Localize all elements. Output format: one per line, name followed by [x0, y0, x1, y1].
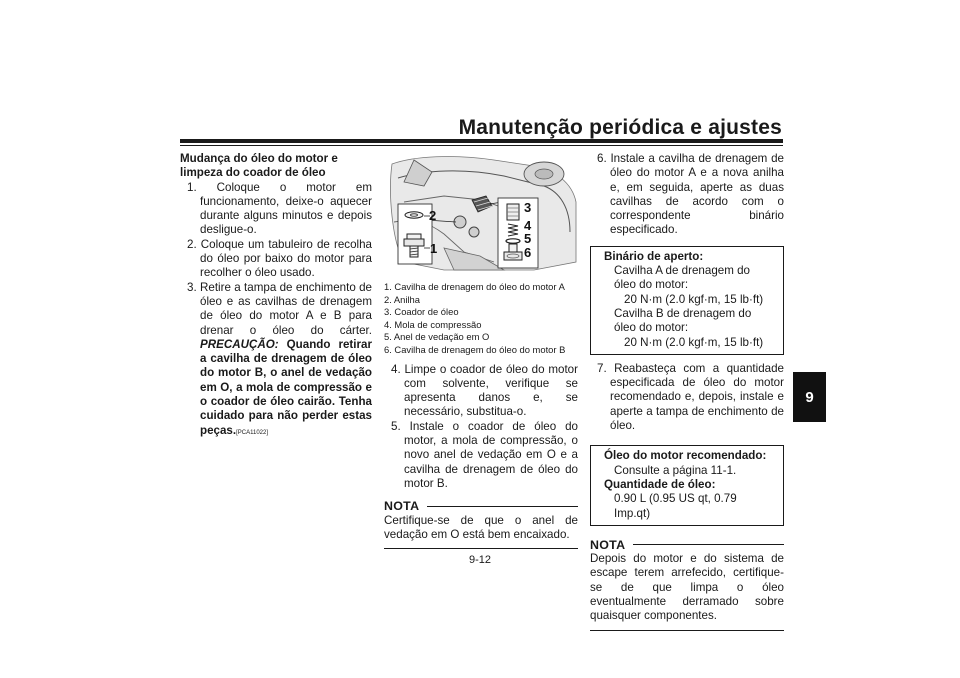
- callout-1: 1: [430, 241, 438, 256]
- callout-5: 5: [524, 231, 532, 246]
- section-heading: Mudança do óleo do motor e limpeza do coador de óleo: [180, 152, 338, 180]
- left-column: [180, 152, 372, 440]
- nota-label-right: NOTA: [590, 537, 626, 552]
- caution-text: Quando retirar a cavilha de drenagem de óleo do motor B, o anel de vedação em O, a mola de compressão e o coador de óleo cairão. Tenha cuidado para não perder estas peças.: [200, 337, 372, 437]
- page-title: Manutenção periódica e ajustes: [458, 116, 782, 139]
- callout-6: 6: [524, 245, 532, 260]
- page-number: 9-12: [468, 554, 492, 566]
- step-7: 7. Reabasteça com a quantidade especificada de óleo do motor recomendado e, depois, instale e aperte a tampa de enchimento de óleo.: [597, 361, 784, 433]
- callout-4: 4: [524, 218, 532, 233]
- step-1: 1. Coloque o motor em funcionamento, deixe-o aquecer durante alguns minutos e depois desligue-o.: [187, 180, 372, 237]
- nota-text-right: Depois do motor e do sistema de escape terem arrefecido, certifique-se de que limpa o óleo eventualmente derramado sobre quaisquer componentes.: [590, 552, 784, 623]
- nota-rule-right: [633, 544, 784, 545]
- caution-label: PRECAUÇÃO:: [200, 337, 279, 351]
- nota-rule: [427, 506, 578, 507]
- oil-drain-figure: [384, 152, 578, 276]
- caption-5: 5. Anel de vedação em O: [384, 331, 490, 343]
- chapter-tab: 9: [793, 372, 826, 422]
- header-rule-thick: [180, 139, 783, 143]
- nota-header-right: [590, 538, 784, 552]
- torque-b-value: 20 N·m (2.0 kgf·m, 15 lb·ft): [624, 335, 764, 349]
- caption-6: 6. Cavilha de drenagem do óleo do motor B: [384, 343, 566, 355]
- oil-title: Óleo do motor recomendado:: [604, 449, 767, 463]
- step-4: 4. Limpe o coador de óleo do motor com solvente, verifique se apresenta danos e, se necessário, substitua-o.: [391, 362, 578, 419]
- caption-2: 2. Anilha: [384, 293, 420, 305]
- nota-header: [384, 499, 578, 513]
- nota-text: Certifique-se de que o anel de vedação em O está bem encaixado.: [384, 513, 578, 541]
- caption-1: 1. Cavilha de drenagem do óleo do motor A: [384, 281, 565, 292]
- step-3: [180, 281, 372, 440]
- oil-qty-value: 0.90 L (0.95 US qt, 0.79 Imp.qt): [614, 492, 737, 520]
- callout-2: 2: [429, 208, 437, 223]
- nota-end-rule-right: [590, 630, 784, 631]
- step-5: 5. Instale o coador de óleo do motor, a mola de compressão, o novo anel de vedação em O e a cavilha de drenagem de óleo do motor B.: [391, 419, 578, 490]
- callout-3: 3: [524, 200, 532, 215]
- step-3-text: 3. Retire a tampa de enchimento de óleo e as cavilhas de drenagem de óleo do motor A e B para drenar o óleo do cárter.: [187, 280, 372, 337]
- caption-4: 4. Mola de compressão: [384, 318, 482, 330]
- caution-code: [PCA11022]: [236, 429, 269, 436]
- figure-caption-list: [384, 281, 578, 357]
- torque-title: Binário de aperto:: [604, 249, 704, 263]
- nota-label: NOTA: [384, 499, 420, 514]
- caption-3: 3. Coador de óleo: [384, 306, 459, 318]
- nota-end-rule: [384, 548, 578, 549]
- torque-a-label: Cavilha A de drenagem do óleo do motor:: [614, 264, 750, 292]
- torque-spec-box: [590, 246, 784, 355]
- middle-steps: [384, 363, 578, 492]
- torque-a-value: 20 N·m (2.0 kgf·m, 15 lb·ft): [624, 292, 764, 306]
- middle-column: [384, 152, 578, 549]
- step-6: 6. Instale a cavilha de drenagem de óleo do motor A e a nova anilha e, em seguida, aperte as duas cavilhas de acordo com o correspondente binário especificado.: [597, 152, 784, 237]
- oil-spec-box: [590, 445, 784, 525]
- step-2: 2. Coloque um tabuleiro de recolha do óleo por baixo do motor para recolher o óleo usado.: [187, 237, 372, 280]
- torque-b-label: Cavilha B de drenagem do óleo do motor:: [614, 306, 752, 335]
- header-rule-thin: [180, 145, 783, 146]
- oil-qty-title: Quantidade de óleo:: [604, 477, 716, 491]
- oil-ref: Consulte a página 11-1.: [614, 463, 737, 477]
